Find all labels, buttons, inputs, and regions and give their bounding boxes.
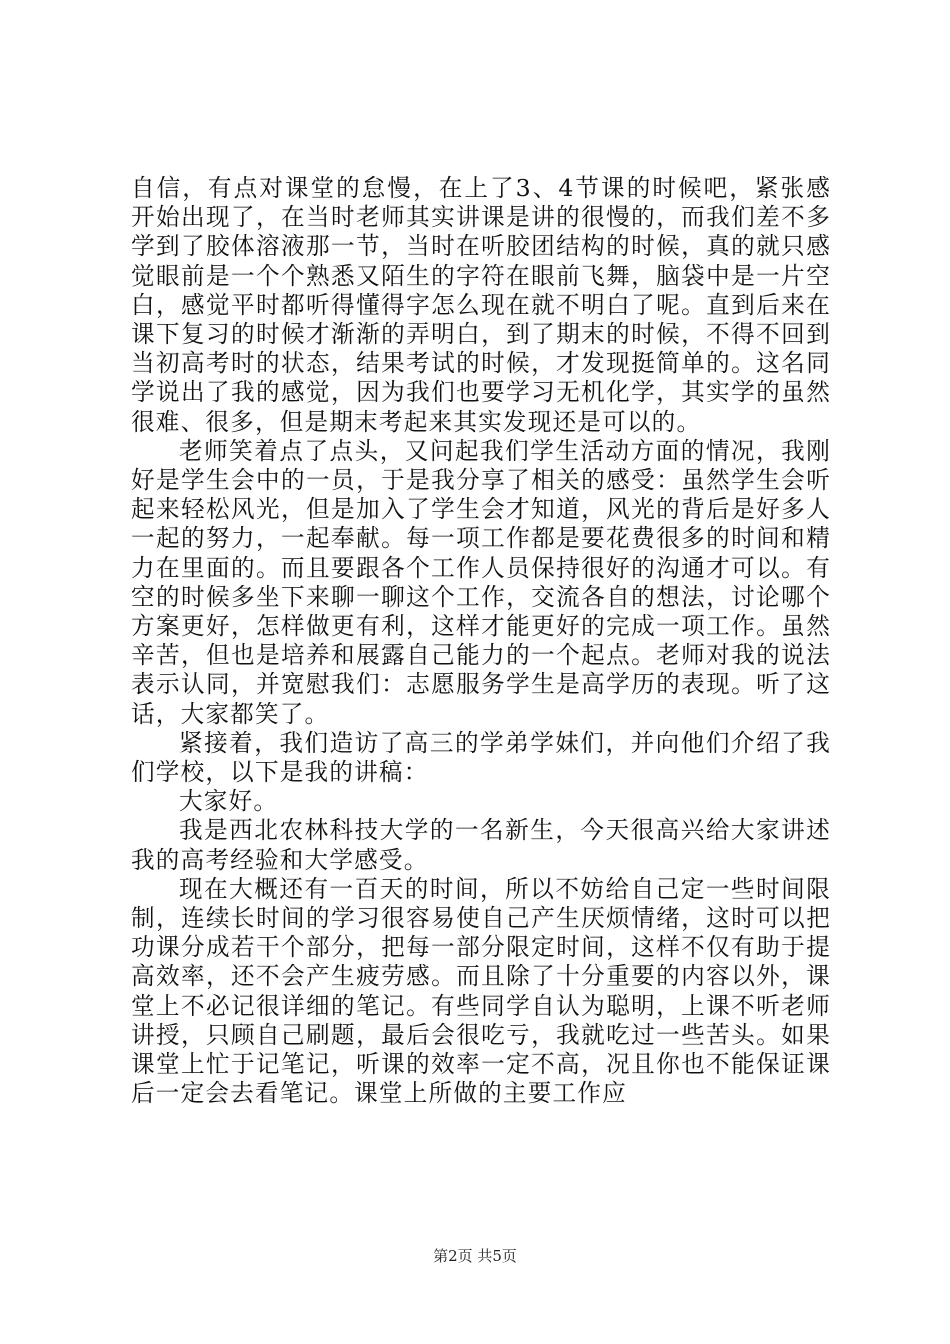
page-footer xyxy=(0,1245,950,1266)
paragraph: 老师笑着点了点头，又问起我们学生活动方面的情况，我刚好是学生会中的一员，于是我分享了相关的感受：虽然学生会听起来轻松风光，但是加入了学生会才知道，风光的背后是好多人一起的努力，一起奉献。每一项工作都是要花费很多的时间和精力在里面的。而且要跟各个工作人员保持很好的沟通才可以。有空的时候多坐下来聊一聊这个工作，交流各自的想法，讨论哪个方案更好，怎样做更有利，这样才能更好的完成一项工作。虽然辛苦，但也是培养和展露自己能力的一个起点。老师对我的说法表示认同，并宽慰我们：志愿服务学生是高学历的表现。听了这话，大家都笑了。 xyxy=(131,436,831,728)
paragraph: 我是西北农林科技大学的一名新生，今天很高兴给大家讲述我的高考经验和大学感受。 xyxy=(131,816,831,874)
paragraph: 大家好。 xyxy=(179,787,279,816)
paragraph: 紧接着，我们造访了高三的学弟学妹们，并向他们介绍了我们学校，以下是我的讲稿： xyxy=(131,728,831,787)
document-body xyxy=(131,174,831,1109)
paragraph: 现在大概还有一百天的时间，所以不妨给自己定一些时间限制，连续长时间的学习很容易使自己产生厌烦情绪，这时可以把功课分成若干个部分，把每一部分限定时间，这样不仅有助于提高效率，还不会产生疲劳感。而且除了十分重要的内容以外，课堂上不必记很详细的笔记。有些同学自认为聪明，上课不听老师讲授，只顾自己刷题，最后会很吃亏，我就吃过一些苦头。如果课堂上忙于记笔记，听课的效率一定不高，况且你也不能保证课后一定会去看笔记。课堂上所做的主要工作应 xyxy=(131,874,831,1108)
page-number-label: 第2页 共5页 xyxy=(433,1247,517,1265)
paragraph: 自信，有点对课堂的怠慢，在上了3、4节课的时候吧，紧张感开始出现了，在当时老师其实讲课是讲的很慢的，而我们差不多学到了胶体溶液那一节，当时在听胶团结构的时候，真的就只感觉眼前是一个个熟悉又陌生的字符在眼前飞舞，脑袋中是一片空白，感觉平时都听得懂得字怎么现在就不明白了呢。直到后来在课下复习的时候才渐渐的弄明白，到了期末的时候，不得不回到当初高考时的状态，结果考试的时候，才发现挺简单的。这名同学说出了我的感觉，因为我们也要学习无机化学，其实学的虽然很难、很多，但是期末考起来其实发现还是可以的。 xyxy=(131,174,831,436)
